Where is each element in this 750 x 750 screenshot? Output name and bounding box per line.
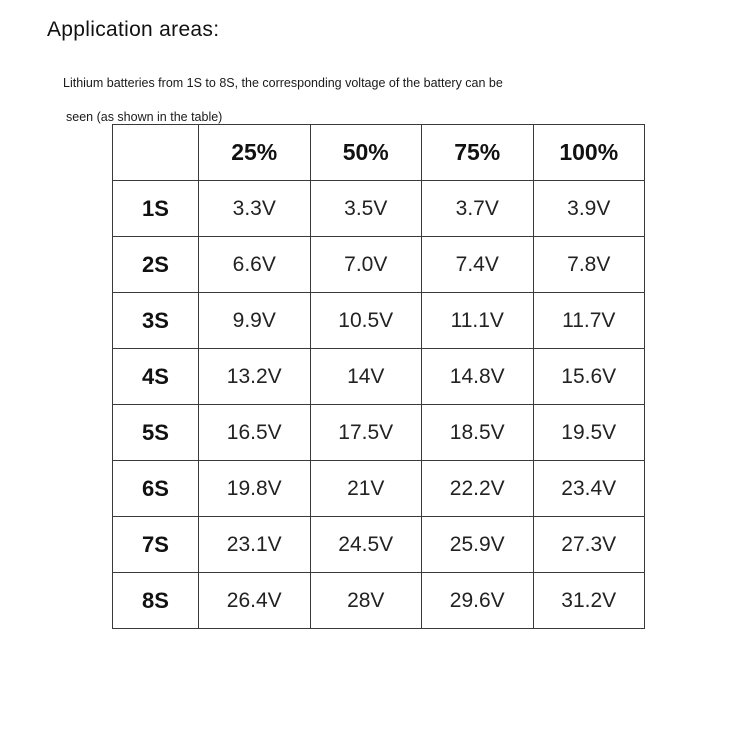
voltage-table (112, 124, 645, 629)
table-cell: 31.2V (533, 573, 645, 629)
table-cell: 19.5V (533, 405, 645, 461)
table-cell: 23.4V (533, 461, 645, 517)
table-cell: 25.9V (422, 517, 534, 573)
table-cell: 21V (310, 461, 422, 517)
table-corner-cell (113, 125, 199, 181)
table-cell: 10.5V (310, 293, 422, 349)
table-cell: 14V (310, 349, 422, 405)
page-title: Application areas: (47, 18, 220, 41)
table-cell: 22.2V (422, 461, 534, 517)
table-cell: 7.0V (310, 237, 422, 293)
table-cell: 11.7V (533, 293, 645, 349)
row-header: 6S (113, 461, 199, 517)
row-header: 1S (113, 181, 199, 237)
table-cell: 9.9V (199, 293, 311, 349)
description-line-2: seen (as shown in the table) (66, 110, 223, 124)
column-header: 75% (422, 125, 534, 181)
table-row (113, 349, 645, 405)
column-header: 50% (310, 125, 422, 181)
table-cell: 3.7V (422, 181, 534, 237)
table-cell: 3.9V (533, 181, 645, 237)
table-row (113, 237, 645, 293)
table-row (113, 573, 645, 629)
table-cell: 6.6V (199, 237, 311, 293)
table-cell: 19.8V (199, 461, 311, 517)
table-cell: 13.2V (199, 349, 311, 405)
table-row (113, 461, 645, 517)
description-line-1: Lithium batteries from 1S to 8S, the corresponding voltage of the battery can be (63, 76, 503, 90)
table-cell: 27.3V (533, 517, 645, 573)
table-cell: 11.1V (422, 293, 534, 349)
row-header: 4S (113, 349, 199, 405)
table-cell: 29.6V (422, 573, 534, 629)
row-header: 7S (113, 517, 199, 573)
table-row (113, 405, 645, 461)
row-header: 2S (113, 237, 199, 293)
table-cell: 16.5V (199, 405, 311, 461)
table-cell: 24.5V (310, 517, 422, 573)
table-cell: 3.5V (310, 181, 422, 237)
table-cell: 15.6V (533, 349, 645, 405)
table-cell: 14.8V (422, 349, 534, 405)
table-row (113, 181, 645, 237)
table-cell: 7.8V (533, 237, 645, 293)
table-row (113, 293, 645, 349)
row-header: 5S (113, 405, 199, 461)
table-cell: 17.5V (310, 405, 422, 461)
table-cell: 3.3V (199, 181, 311, 237)
table-cell: 7.4V (422, 237, 534, 293)
table-cell: 23.1V (199, 517, 311, 573)
table-cell: 26.4V (199, 573, 311, 629)
column-header: 100% (533, 125, 645, 181)
row-header: 3S (113, 293, 199, 349)
table-header-row (113, 125, 645, 181)
table-cell: 28V (310, 573, 422, 629)
table-row (113, 517, 645, 573)
column-header: 25% (199, 125, 311, 181)
table-cell: 18.5V (422, 405, 534, 461)
row-header: 8S (113, 573, 199, 629)
